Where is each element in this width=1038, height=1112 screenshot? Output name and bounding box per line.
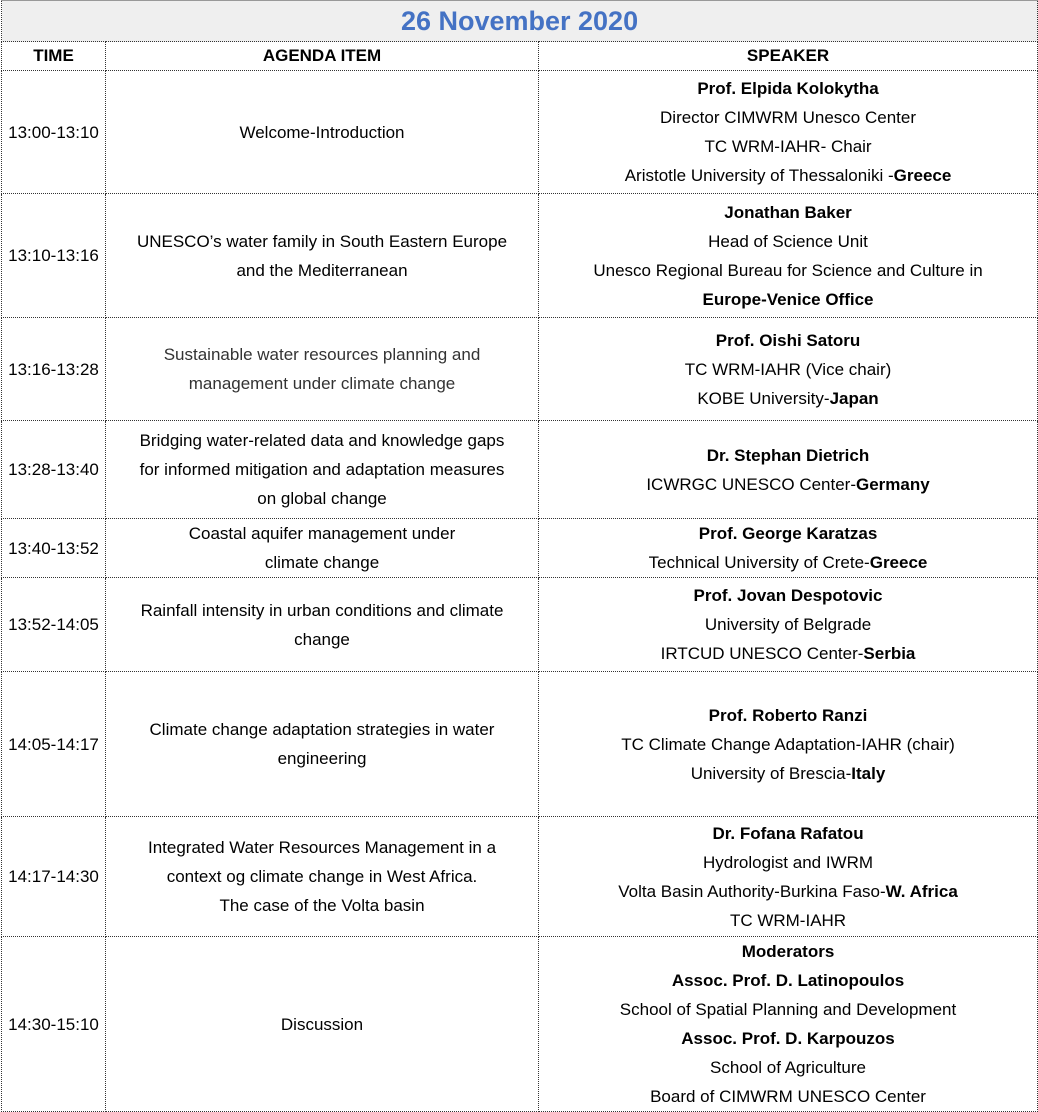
speaker-text: Prof. George Karatzas	[698, 524, 878, 543]
agenda-body	[2, 71, 1038, 1112]
speaker-line	[545, 326, 1031, 355]
speaker-text: Jonathan Baker	[724, 202, 852, 222]
agenda-item	[106, 817, 539, 937]
speaker-text: TC Climate Change Adaptation-IAHR (chair)	[621, 734, 955, 754]
agenda-item-line: Bridging water-related data and knowledge gaps	[139, 431, 505, 450]
speaker-line	[545, 103, 1031, 132]
speaker-line	[545, 877, 1031, 906]
speaker-info	[539, 519, 1038, 578]
speaker-info	[539, 71, 1038, 194]
table-row	[2, 578, 1038, 672]
speaker-text: Head of Science Unit	[708, 231, 868, 251]
speaker-line	[545, 74, 1031, 103]
table-row	[2, 937, 1038, 1112]
speaker-text: TC WRM-IAHR	[729, 910, 847, 930]
speaker-line	[545, 639, 1031, 668]
agenda-item	[106, 318, 539, 421]
speaker-country: Greece	[869, 553, 928, 572]
speaker-line	[545, 441, 1031, 470]
speaker-line	[545, 1024, 1031, 1053]
agenda-item	[106, 194, 539, 318]
agenda-item-line: on global change	[257, 489, 387, 508]
speaker-country: Japan	[829, 388, 879, 408]
table-row	[2, 672, 1038, 817]
agenda-item-line: Rainfall intensity in urban conditions and climate	[140, 600, 504, 620]
agenda-table	[1, 0, 1038, 1112]
speaker-line	[545, 1082, 1031, 1111]
agenda-item-line: climate change	[264, 553, 380, 572]
speaker-line	[545, 848, 1031, 877]
speaker-text: Prof. Oishi Satoru	[715, 330, 861, 350]
agenda-item-line: engineering	[277, 749, 367, 768]
speaker-line	[545, 701, 1031, 730]
speaker-header: SPEAKER	[539, 42, 1038, 71]
speaker-country: Serbia	[863, 644, 916, 663]
speaker-text: Europe-Venice Office	[702, 289, 874, 309]
table-row	[2, 71, 1038, 194]
speaker-line	[545, 470, 1031, 499]
agenda-item	[106, 937, 539, 1112]
speaker-text: IRTCUD UNESCO Center-	[660, 644, 864, 663]
time-slot: 14:30-15:10	[2, 937, 106, 1112]
speaker-text: School of Agriculture	[710, 1058, 866, 1077]
speaker-line	[545, 937, 1031, 966]
header-row	[2, 42, 1038, 71]
speaker-line	[545, 355, 1031, 384]
speaker-text: TC WRM-IAHR (Vice chair)	[684, 359, 892, 379]
speaker-info	[539, 578, 1038, 672]
speaker-line	[545, 548, 1031, 577]
time-slot: 13:16-13:28	[2, 318, 106, 421]
speaker-line	[545, 1053, 1031, 1082]
speaker-info	[539, 937, 1038, 1112]
agenda-item-line: change	[294, 629, 350, 649]
agenda-item-line: Discussion	[280, 1014, 364, 1034]
agenda-item-line: UNESCO’s water family in South Eastern Europe	[136, 231, 508, 251]
time-slot: 13:00-13:10	[2, 71, 106, 194]
agenda-item-line: Climate change adaptation strategies in water	[149, 720, 495, 739]
time-slot: 13:28-13:40	[2, 421, 106, 519]
speaker-text: Volta Basin Authority-Burkina Faso-	[618, 881, 886, 901]
speaker-info	[539, 672, 1038, 817]
time-slot: 14:17-14:30	[2, 817, 106, 937]
speaker-line	[545, 227, 1031, 256]
table-row	[2, 817, 1038, 937]
speaker-country: Greece	[893, 166, 952, 185]
speaker-info	[539, 817, 1038, 937]
speaker-text: TC WRM-IAHR- Chair	[704, 137, 872, 156]
speaker-text: Technical University of Crete-	[648, 553, 870, 572]
agenda-item-line: management under climate change	[188, 374, 456, 393]
speaker-info	[539, 318, 1038, 421]
agenda-item-line: Sustainable water resources planning and	[163, 345, 481, 364]
speaker-text: Hydrologist and IWRM	[702, 852, 874, 872]
speaker-text: KOBE University-	[697, 388, 830, 408]
speaker-text: Aristotle University of Thessaloniki -	[624, 166, 894, 185]
speaker-text: Assoc. Prof. D. Karpouzos	[681, 1029, 895, 1048]
speaker-text: University of Brescia-	[690, 763, 852, 783]
time-slot: 13:10-13:16	[2, 194, 106, 318]
time-slot: 13:52-14:05	[2, 578, 106, 672]
speaker-line	[545, 819, 1031, 848]
table-row	[2, 194, 1038, 318]
time-slot: 13:40-13:52	[2, 519, 106, 578]
time-slot: 14:05-14:17	[2, 672, 106, 817]
agenda-item-line: and the Mediterranean	[236, 260, 408, 280]
agenda-item-line: context og climate change in West Africa.	[166, 867, 478, 886]
speaker-line	[545, 256, 1031, 285]
agenda-item	[106, 71, 539, 194]
speaker-line	[545, 384, 1031, 413]
agenda-item-line: Welcome-Introduction	[239, 122, 405, 142]
table-row	[2, 318, 1038, 421]
agenda-item-line: The case of the Volta basin	[219, 896, 425, 915]
speaker-country: Germany	[856, 474, 930, 494]
agenda-date-title: 26 November 2020	[2, 1, 1038, 42]
agenda-item	[106, 672, 539, 817]
speaker-country: Italy	[851, 763, 886, 783]
speaker-line	[545, 285, 1031, 314]
speaker-text: Board of CIMWRM UNESCO Center	[650, 1087, 926, 1106]
table-row	[2, 519, 1038, 578]
speaker-line	[545, 906, 1031, 935]
speaker-text: Moderators	[741, 942, 835, 961]
speaker-line	[545, 132, 1031, 161]
speaker-line	[545, 730, 1031, 759]
agenda-item-line: Integrated Water Resources Management in a	[147, 838, 497, 857]
speaker-text: ICWRGC UNESCO Center-	[646, 474, 856, 494]
speaker-info	[539, 421, 1038, 519]
speaker-text: Prof. Roberto Ranzi	[708, 705, 868, 725]
agenda-item	[106, 421, 539, 519]
speaker-text: School of Spatial Planning and Development	[619, 1000, 957, 1019]
agenda-item-line: Coastal aquifer management under	[188, 524, 456, 543]
speaker-line	[545, 161, 1031, 190]
agenda-item	[106, 578, 539, 672]
speaker-text: Prof. Elpida Kolokytha	[697, 79, 879, 98]
agenda-item	[106, 519, 539, 578]
speaker-line	[545, 198, 1031, 227]
agenda-item-header: AGENDA ITEM	[106, 42, 539, 71]
speaker-text: Dr. Stephan Dietrich	[706, 445, 870, 465]
speaker-text: Prof. Jovan Despotovic	[693, 586, 883, 605]
speaker-line	[545, 581, 1031, 610]
time-header: TIME	[2, 42, 106, 71]
agenda-item-line: for informed mitigation and adaptation measures	[139, 460, 505, 479]
title-row	[2, 1, 1038, 42]
speaker-text: Unesco Regional Bureau for Science and Culture in	[593, 260, 983, 280]
speaker-text: Dr. Fofana Rafatou	[712, 823, 864, 843]
speaker-info	[539, 194, 1038, 318]
speaker-text: University of Belgrade	[704, 615, 872, 634]
speaker-text: Assoc. Prof. D. Latinopoulos	[671, 971, 905, 990]
speaker-line	[545, 759, 1031, 788]
table-row	[2, 421, 1038, 519]
speaker-line	[545, 610, 1031, 639]
speaker-line	[545, 995, 1031, 1024]
speaker-country: W. Africa	[885, 881, 958, 901]
speaker-line	[545, 519, 1031, 548]
speaker-line	[545, 966, 1031, 995]
speaker-text: Director CIMWRM Unesco Center	[660, 108, 917, 127]
